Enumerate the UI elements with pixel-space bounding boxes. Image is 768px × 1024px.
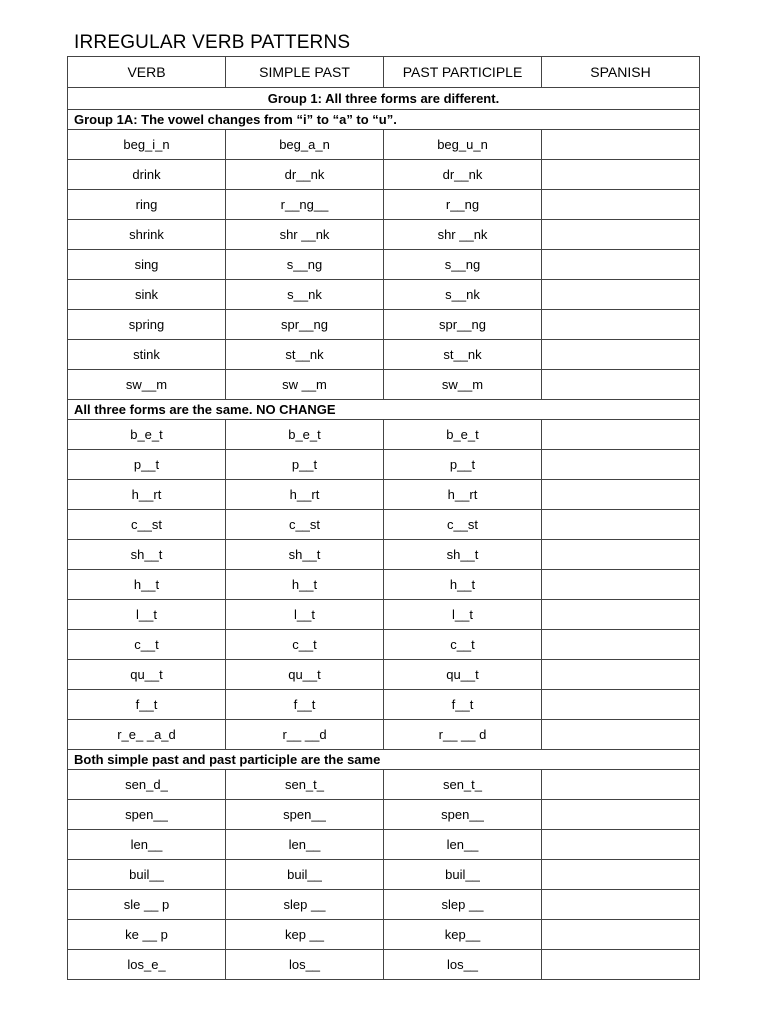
spanish-cell[interactable]: [542, 920, 700, 950]
spanish-cell[interactable]: [542, 420, 700, 450]
spanish-cell[interactable]: [542, 130, 700, 160]
header-simple-past: SIMPLE PAST: [226, 57, 384, 88]
verb-cell: h__rt: [68, 480, 226, 510]
past-participle-cell: b_e_t: [384, 420, 542, 450]
table-row: [68, 540, 700, 570]
verb-cell: sh__t: [68, 540, 226, 570]
spanish-cell[interactable]: [542, 660, 700, 690]
past-participle-cell: l__t: [384, 600, 542, 630]
simple-past-cell: buil__: [226, 860, 384, 890]
table-row: [68, 340, 700, 370]
verb-cell: c__st: [68, 510, 226, 540]
verb-cell: len__: [68, 830, 226, 860]
spanish-cell[interactable]: [542, 220, 700, 250]
past-participle-cell: c__st: [384, 510, 542, 540]
simple-past-cell: qu__t: [226, 660, 384, 690]
table-row: [68, 280, 700, 310]
simple-past-cell: p__t: [226, 450, 384, 480]
spanish-cell[interactable]: [542, 450, 700, 480]
past-participle-cell: buil__: [384, 860, 542, 890]
simple-past-cell: los__: [226, 950, 384, 980]
past-participle-cell: s__nk: [384, 280, 542, 310]
simple-past-cell: slep __: [226, 890, 384, 920]
spanish-cell[interactable]: [542, 340, 700, 370]
simple-past-cell: c__st: [226, 510, 384, 540]
verb-cell: sle __ p: [68, 890, 226, 920]
verb-cell: ring: [68, 190, 226, 220]
past-participle-cell: kep__: [384, 920, 542, 950]
verb-cell: b_e_t: [68, 420, 226, 450]
spanish-cell[interactable]: [542, 720, 700, 750]
verb-cell: l__t: [68, 600, 226, 630]
table-row: [68, 190, 700, 220]
table-row: [68, 160, 700, 190]
verb-cell: c__t: [68, 630, 226, 660]
table-row: [68, 220, 700, 250]
spanish-cell[interactable]: [542, 310, 700, 340]
header-spanish: SPANISH: [542, 57, 700, 88]
past-participle-cell: sh__t: [384, 540, 542, 570]
spanish-cell[interactable]: [542, 190, 700, 220]
past-participle-cell: len__: [384, 830, 542, 860]
spanish-cell[interactable]: [542, 160, 700, 190]
section-heading-row: [68, 400, 700, 420]
section-heading-row: [68, 750, 700, 770]
table-row: [68, 660, 700, 690]
verb-cell: spring: [68, 310, 226, 340]
past-participle-cell: dr__nk: [384, 160, 542, 190]
spanish-cell[interactable]: [542, 540, 700, 570]
past-participle-cell: spr__ng: [384, 310, 542, 340]
simple-past-cell: st__nk: [226, 340, 384, 370]
past-participle-cell: st__nk: [384, 340, 542, 370]
past-participle-cell: sw__m: [384, 370, 542, 400]
spanish-cell[interactable]: [542, 860, 700, 890]
past-participle-cell: f__t: [384, 690, 542, 720]
table-row: [68, 830, 700, 860]
past-participle-cell: beg_u_n: [384, 130, 542, 160]
header-past-participle: PAST PARTICIPLE: [384, 57, 542, 88]
verb-cell: sing: [68, 250, 226, 280]
table-row: [68, 370, 700, 400]
verb-cell: shrink: [68, 220, 226, 250]
past-participle-cell: slep __: [384, 890, 542, 920]
verb-cell: r_e_ _a_d: [68, 720, 226, 750]
simple-past-cell: c__t: [226, 630, 384, 660]
spanish-cell[interactable]: [542, 830, 700, 860]
verb-cell: sen_d_: [68, 770, 226, 800]
simple-past-cell: shr __nk: [226, 220, 384, 250]
verb-cell: p__t: [68, 450, 226, 480]
past-participle-cell: c__t: [384, 630, 542, 660]
spanish-cell[interactable]: [542, 480, 700, 510]
spanish-cell[interactable]: [542, 800, 700, 830]
spanish-cell[interactable]: [542, 890, 700, 920]
simple-past-cell: dr__nk: [226, 160, 384, 190]
section-heading: All three forms are the same. NO CHANGE: [68, 400, 700, 420]
table-row: [68, 130, 700, 160]
section-heading: Both simple past and past participle are the same: [68, 750, 700, 770]
past-participle-cell: shr __nk: [384, 220, 542, 250]
table-row: [68, 570, 700, 600]
spanish-cell[interactable]: [542, 570, 700, 600]
past-participle-cell: spen__: [384, 800, 542, 830]
simple-past-cell: s__ng: [226, 250, 384, 280]
table-row: [68, 860, 700, 890]
table-row: [68, 800, 700, 830]
past-participle-cell: sen_t_: [384, 770, 542, 800]
table-row: [68, 690, 700, 720]
group-heading: Group 1: All three forms are different.: [68, 88, 700, 110]
verb-table: [67, 56, 700, 980]
spanish-cell[interactable]: [542, 950, 700, 980]
spanish-cell[interactable]: [542, 770, 700, 800]
past-participle-cell: p__t: [384, 450, 542, 480]
table-row: [68, 720, 700, 750]
past-participle-cell: r__ __ d: [384, 720, 542, 750]
simple-past-cell: sen_t_: [226, 770, 384, 800]
table-row: [68, 510, 700, 540]
table-row: [68, 310, 700, 340]
spanish-cell[interactable]: [542, 280, 700, 310]
table-row: [68, 890, 700, 920]
verb-cell: beg_i_n: [68, 130, 226, 160]
table-row: [68, 630, 700, 660]
simple-past-cell: beg_a_n: [226, 130, 384, 160]
simple-past-cell: sh__t: [226, 540, 384, 570]
spanish-cell[interactable]: [542, 370, 700, 400]
simple-past-cell: b_e_t: [226, 420, 384, 450]
spanish-cell[interactable]: [542, 250, 700, 280]
verb-cell: f__t: [68, 690, 226, 720]
verb-cell: buil__: [68, 860, 226, 890]
verb-cell: los_e_: [68, 950, 226, 980]
table-row: [68, 920, 700, 950]
verb-cell: sink: [68, 280, 226, 310]
page-title: IRREGULAR VERB PATTERNS: [74, 32, 351, 53]
section-heading: Group 1A: The vowel changes from “i” to “a” to “u”.: [68, 110, 700, 130]
verb-cell: qu__t: [68, 660, 226, 690]
spanish-cell[interactable]: [542, 690, 700, 720]
verb-cell: spen__: [68, 800, 226, 830]
table-row: [68, 480, 700, 510]
simple-past-cell: spen__: [226, 800, 384, 830]
verb-table-body: [68, 57, 700, 980]
past-participle-cell: h__rt: [384, 480, 542, 510]
verb-cell: drink: [68, 160, 226, 190]
spanish-cell[interactable]: [542, 510, 700, 540]
past-participle-cell: r__ng: [384, 190, 542, 220]
table-row: [68, 250, 700, 280]
simple-past-cell: f__t: [226, 690, 384, 720]
table-row: [68, 600, 700, 630]
spanish-cell[interactable]: [542, 630, 700, 660]
simple-past-cell: kep __: [226, 920, 384, 950]
simple-past-cell: h__t: [226, 570, 384, 600]
table-row: [68, 770, 700, 800]
table-row: [68, 950, 700, 980]
past-participle-cell: los__: [384, 950, 542, 980]
simple-past-cell: spr__ng: [226, 310, 384, 340]
table-row: [68, 420, 700, 450]
simple-past-cell: l__t: [226, 600, 384, 630]
simple-past-cell: len__: [226, 830, 384, 860]
verb-cell: h__t: [68, 570, 226, 600]
header-row: [68, 57, 700, 88]
simple-past-cell: r__ __d: [226, 720, 384, 750]
past-participle-cell: qu__t: [384, 660, 542, 690]
simple-past-cell: s__nk: [226, 280, 384, 310]
simple-past-cell: r__ng__: [226, 190, 384, 220]
table-row: [68, 450, 700, 480]
simple-past-cell: h__rt: [226, 480, 384, 510]
verb-cell: stink: [68, 340, 226, 370]
simple-past-cell: sw __m: [226, 370, 384, 400]
header-verb: VERB: [68, 57, 226, 88]
past-participle-cell: s__ng: [384, 250, 542, 280]
section-heading-row: [68, 110, 700, 130]
past-participle-cell: h__t: [384, 570, 542, 600]
verb-cell: sw__m: [68, 370, 226, 400]
group-heading-row: [68, 88, 700, 110]
spanish-cell[interactable]: [542, 600, 700, 630]
verb-cell: ke __ p: [68, 920, 226, 950]
